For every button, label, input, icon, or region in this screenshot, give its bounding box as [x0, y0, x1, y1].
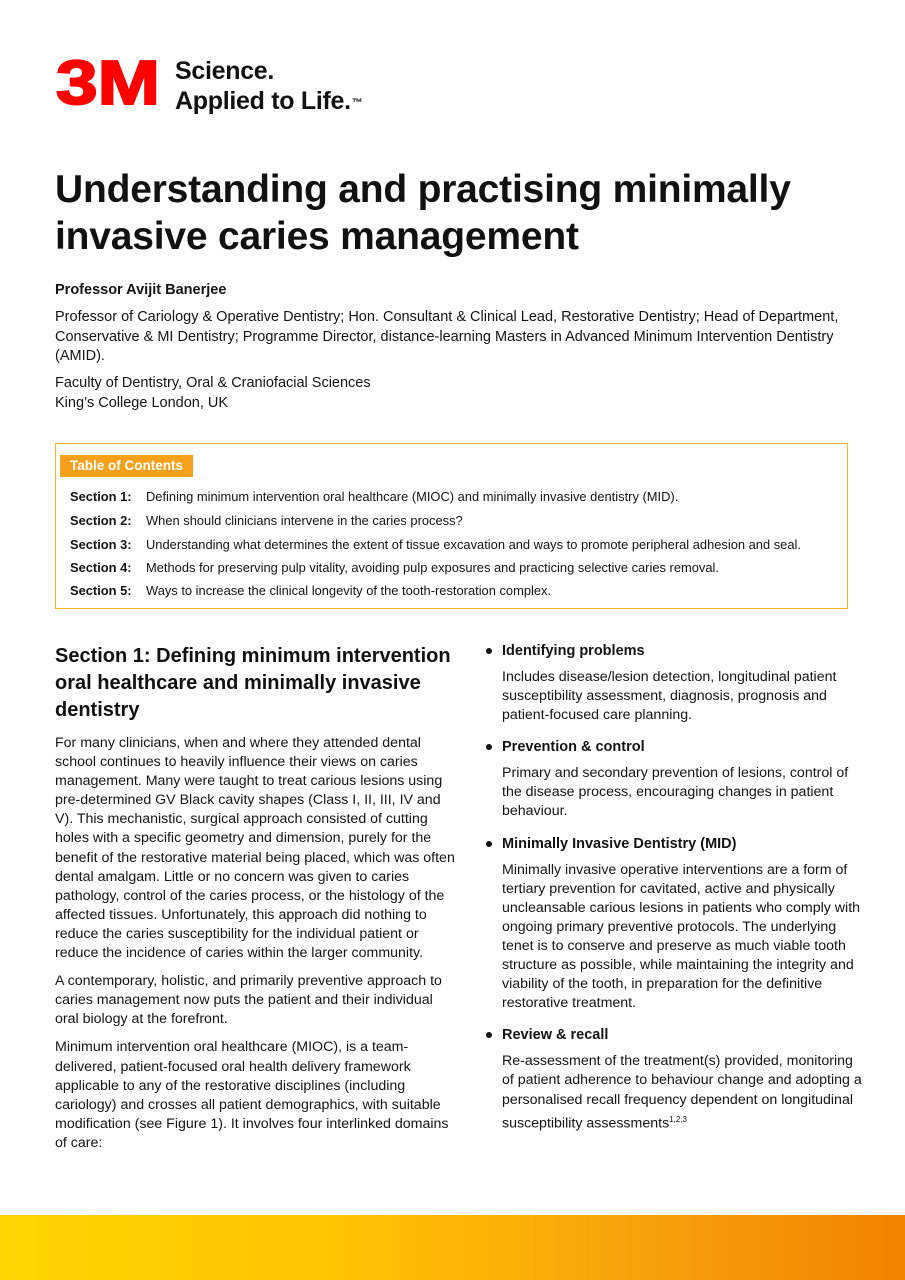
toc-item-number: Section 4:	[70, 560, 132, 575]
domain-body-with-refs	[502, 1052, 865, 1133]
trademark: ™	[351, 97, 363, 109]
domain-body: Includes disease/lesion detection, longitudinal patient susceptibility assessment, diagnosis, prognosis and patient-focused care planning.	[502, 669, 837, 724]
tagline-line2	[175, 86, 362, 116]
author-name: Professor Avijit Banerjee	[55, 282, 227, 298]
toc-item-text: Defining minimum intervention oral healthcare (MIOC) and minimally invasive dentistry (MID).	[146, 489, 679, 504]
domain-title-identifying-problems: Identifying problems	[485, 641, 865, 661]
faculty-line1: Faculty of Dentistry, Oral & Craniofacial Sciences	[55, 375, 371, 391]
faculty-line2: King’s College London, UK	[55, 394, 229, 411]
domain-body: Primary and secondary prevention of lesions, control of the disease process, encouraging changes in patient behaviour.	[502, 765, 849, 820]
toc-item-number: Section 3:	[70, 537, 132, 552]
author-role: Professor of Cariology & Operative Dentistry; Hon. Consultant & Clinical Lead, Restorative Dentistry; Head of Department, Conservative & MI Dentistry; Programme Director, distance-learning Masters in Advanced Minimum Intervention Dentistry (AMID).	[55, 309, 839, 364]
toc-item-section-5[interactable]	[70, 583, 551, 598]
logo-text: 3M	[56, 54, 160, 110]
toc-item-text: Understanding what determines the extent of tissue excavation and ways to promote peripheral adhesion and seal.	[146, 537, 801, 552]
toc-item-section-4[interactable]	[70, 560, 719, 575]
toc-item-section-3[interactable]	[70, 537, 801, 552]
toc-item-section-2[interactable]	[70, 513, 463, 528]
domain-body-text: Re-assessment of the treatment(s) provided, monitoring of patient adherence to behaviour change and adopting a personalised recall frequency dependent on longitudinal susceptibility assessments	[502, 1053, 862, 1132]
paragraph: For many clinicians, when and where they attended dental school continues to heavily influence their views on caries management. Many were taught to treat carious lesions using pre-determined GV Black cavity shapes (Class I, II, III, IV and V). This mechanistic, surgical approach consisted of cutting holes with a specific geometry and dimension, purely for the benefit of the restorative material being placed, which was often dental amalgam. Little or no concern was given to caries pathology, control of the caries process, or the histology of the affected tissues. Unfortunately, this approach did nothing to reduce the caries susceptibility for the individual patient or reduce the incidence of caries within the larger community.	[55, 735, 455, 962]
toc-item-text: Methods for preserving pulp vitality, avoiding pulp exposures and practicing selective caries removal.	[146, 560, 719, 575]
section-1-heading: Section 1: Defining minimum intervention oral healthcare and minimally invasive dentistry	[55, 645, 451, 721]
3m-logo-mark	[55, 54, 161, 110]
page-title: Understanding and practising minimally invasive caries management	[55, 168, 791, 258]
toc-item-text: Ways to increase the clinical longevity of the tooth-restoration complex.	[146, 583, 552, 598]
brand-tagline	[175, 56, 362, 116]
domain-title-review-recall: Review & recall	[485, 1025, 865, 1045]
reference-superscript: 1,2,3	[669, 1114, 687, 1124]
section-1-left-column	[55, 643, 455, 1162]
footer-gradient-band	[0, 1215, 905, 1280]
paragraph: Minimum intervention oral healthcare (MIOC), is a team-delivered, patient-focused oral health delivery framework applicable to any of the restorative disciplines (including cariology) and crosses all patient demographics, with suitable modification (see Figure 1). It involves four interlinked domains of care:	[55, 1039, 449, 1151]
table-of-contents	[55, 443, 848, 609]
toc-item-number: Section 5:	[70, 583, 132, 598]
toc-item-number: Section 2:	[70, 513, 132, 528]
domain-title-prevention-control: Prevention & control	[485, 737, 865, 757]
author-affiliation	[55, 374, 371, 413]
tagline-line1: Science.	[175, 57, 275, 85]
brand-logo	[55, 54, 362, 116]
toc-item-section-1[interactable]	[70, 489, 678, 504]
section-1-right-column	[485, 641, 865, 1145]
tagline-line2-text: Applied to Life.	[175, 87, 351, 115]
paragraph: A contemporary, holistic, and primarily preventive approach to caries management now puts the patient and their individual oral biology at the forefront.	[55, 973, 442, 1028]
domain-body: Minimally invasive operative interventions are a form of tertiary prevention for cavitated, active and physically uncleansable carious lesions in patients who comply with ongoing primary preventive protocols. The underlying tenet is to conserve and preserve as much viable tooth structure as possible, while maintaining the integrity and viability of the tooth, in preparation for the definitive restorative treatment.	[502, 861, 861, 1012]
toc-heading: Table of Contents	[60, 455, 193, 477]
toc-item-number: Section 1:	[70, 489, 132, 504]
domain-title-mid: Minimally Invasive Dentistry (MID)	[485, 834, 865, 854]
toc-item-text: When should clinicians intervene in the caries process?	[146, 513, 463, 528]
